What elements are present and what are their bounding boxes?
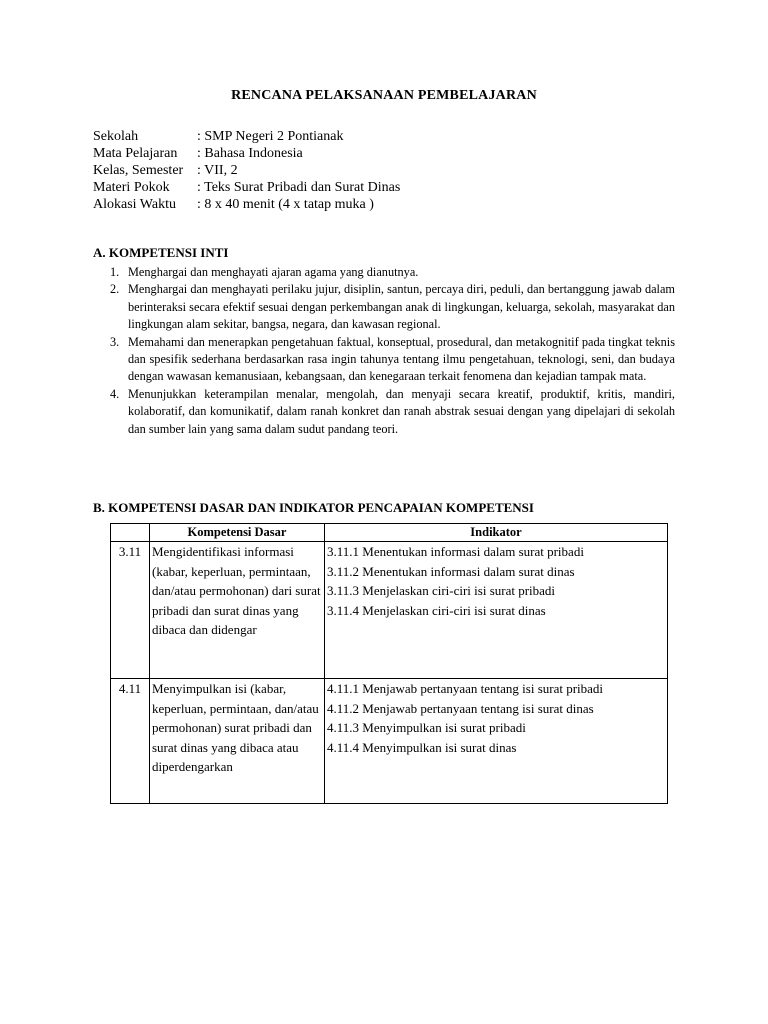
kd-description: Mengidentifikasi informasi (kabar, keperluan, permintaan, dan/atau permohonan) dari surat pribadi dan surat dinas yang dibaca dan didengar: [152, 544, 321, 637]
table-header-row: [111, 524, 668, 542]
list-item: [110, 334, 675, 386]
list-item: [110, 264, 675, 281]
list-item-text: Menghargai dan menghayati perilaku jujur, disiplin, santun, percaya diri, peduli, dan bertanggung jawab dalam berinteraksi secara efektif sesuai dengan perkembangan anak di lingkungan, keluarga, sekolah, masyarakat dan lingkungan alam sekitar, bangsa, negara, dan kawasan regional.: [128, 282, 675, 332]
identity-value: : SMP Negeri 2 Pontianak: [197, 129, 344, 144]
list-item-text: Memahami dan menerapkan pengetahuan faktual, konseptual, prosedural, dan metakognitif pada tingkat teknis dan spesifik sederhana berdasarkan rasa ingin tahunya tentang ilmu pengetahuan, teknologi, seni, dan budaya dengan wawasan kemanusiaan, kebangsaan, dan kenegaraan terkait fenomena dan kejadian tampak mata.: [128, 334, 675, 384]
list-item-number: 4.: [110, 386, 120, 401]
list-item: [110, 281, 675, 333]
section-b-heading: B. KOMPETENSI DASAR DAN INDIKATOR PENCAPAIAN KOMPETENSI: [93, 500, 534, 515]
table-cell-indikator: [325, 542, 668, 679]
kd-number: 4.11: [118, 681, 142, 696]
indicator-line: 3.11.4 Menjelaskan ciri-ciri isi surat dinas: [327, 602, 546, 618]
identity-value: : VII, 2: [197, 163, 238, 178]
kd-number: 3.11: [118, 544, 142, 559]
table-row: [111, 679, 668, 804]
identity-row-alokasi-waktu: [93, 196, 400, 213]
indicator-line: 4.11.4 Menyimpulkan isi surat dinas: [327, 739, 517, 755]
indicator-line: 3.11.3 Menjelaskan ciri-ciri isi surat pribadi: [327, 583, 556, 598]
indicator-line: 4.11.2 Menjawab pertanyaan tentang isi surat dinas: [327, 700, 594, 716]
indicator-line: 4.11.1 Menjawab pertanyaan tentang isi surat pribadi: [327, 681, 604, 696]
kompetensi-table: [110, 523, 668, 804]
identity-value: : 8 x 40 menit (4 x tatap muka ): [197, 197, 374, 212]
table-cell-kompetensi-dasar: [150, 679, 325, 804]
identity-value: : Teks Surat Pribadi dan Surat Dinas: [197, 180, 401, 195]
list-item: [110, 386, 675, 438]
table-header-kompetensi-dasar: Kompetensi Dasar: [150, 524, 325, 542]
identity-label: Kelas, Semester: [93, 163, 184, 178]
table-header-indikator: Indikator: [325, 524, 668, 542]
list-item-text: Menghargai dan menghayati ajaran agama yang dianutnya.: [128, 265, 419, 279]
identity-label: Mata Pelajaran: [93, 146, 178, 161]
table-header-no: [111, 524, 150, 542]
list-item-number: 1.: [110, 265, 120, 279]
table-cell-no: [111, 679, 150, 804]
indicator-line: 4.11.3 Menyimpulkan isi surat pribadi: [327, 720, 526, 735]
indicator-line: 3.11.2 Menentukan informasi dalam surat dinas: [327, 563, 575, 579]
list-item-number: 3.: [110, 334, 120, 349]
identity-row-kelas-semester: [93, 162, 400, 179]
list-item-number: 2.: [110, 282, 120, 297]
identity-row-mata-pelajaran: [93, 145, 400, 162]
identity-row-sekolah: [93, 128, 400, 145]
section-a-heading: A. KOMPETENSI INTI: [93, 245, 229, 260]
table-cell-indikator: [325, 679, 668, 804]
kompetensi-inti-list: [110, 264, 675, 438]
table-cell-no: [111, 542, 150, 679]
document-title: RENCANA PELAKSANAAN PEMBELAJARAN: [231, 88, 537, 103]
identity-value: : Bahasa Indonesia: [197, 146, 303, 161]
identity-block: [93, 128, 400, 213]
list-item-text: Menunjukkan keterampilan menalar, mengolah, dan menyaji secara kreatif, produktif, kritis, mandiri, kolaboratif, dan komunikatif, dalam ranah konkret dan ranah abstrak sesuai dengan yang dipelajari di sekolah dan sumber lain yang sama dalam sudut pandang teori.: [128, 386, 675, 436]
identity-label: Alokasi Waktu: [93, 197, 176, 212]
identity-label: Materi Pokok: [93, 180, 170, 195]
kd-description: Menyimpulkan isi (kabar, keperluan, permintaan, dan/atau permohonan) surat pribadi dan surat dinas yang dibaca atau diperdengarkan: [152, 681, 319, 774]
identity-label: Sekolah: [93, 129, 139, 144]
table-row: [111, 542, 668, 679]
identity-row-materi-pokok: [93, 179, 400, 196]
table-cell-kompetensi-dasar: [150, 542, 325, 679]
indicator-line: 3.11.1 Menentukan informasi dalam surat pribadi: [327, 544, 584, 559]
